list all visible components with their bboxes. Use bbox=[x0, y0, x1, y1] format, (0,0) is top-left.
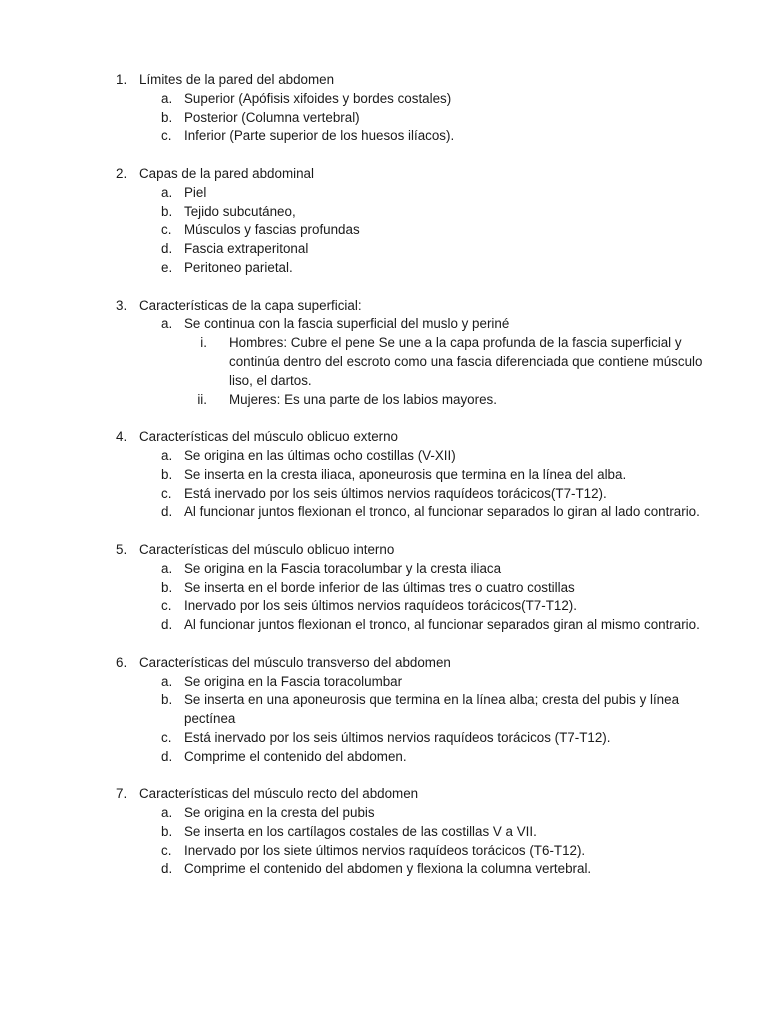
list-item bbox=[0, 597, 768, 616]
list-item-text: Inferior (Parte superior de los huesos ilíacos). bbox=[184, 128, 455, 144]
list-marker: d. bbox=[161, 504, 173, 520]
sub-list-marker: i. bbox=[200, 335, 207, 351]
list-item-text: Comprime el contenido del abdomen y flexiona la columna vertebral. bbox=[184, 861, 592, 877]
list-marker: a. bbox=[161, 447, 173, 463]
list-marker: a. bbox=[161, 90, 173, 106]
list-item-text: Se inserta en una aponeurosis que termina en la línea alba; cresta del pubis y línea pectínea bbox=[184, 692, 680, 727]
section-heading bbox=[0, 785, 768, 804]
list-marker: b. bbox=[161, 692, 173, 708]
list-marker: d. bbox=[161, 861, 173, 877]
list-item bbox=[0, 616, 768, 635]
section-4 bbox=[0, 428, 768, 522]
section-number: 3. bbox=[116, 297, 128, 313]
list-item-text: Al funcionar juntos flexionan el tronco, al funcionar separados giran al mismo contrario. bbox=[184, 617, 700, 633]
list-marker: b. bbox=[161, 823, 173, 839]
section-title: Características de la capa superficial: bbox=[139, 297, 362, 313]
sub-list-item bbox=[0, 334, 768, 390]
list-marker: a. bbox=[161, 560, 173, 576]
section-6 bbox=[0, 654, 768, 767]
list-item bbox=[0, 259, 768, 278]
section-title: Características del músculo transverso del abdomen bbox=[139, 654, 451, 670]
list-item bbox=[0, 184, 768, 203]
list-marker: a. bbox=[161, 184, 173, 200]
list-marker: c. bbox=[161, 842, 172, 858]
section-number: 7. bbox=[116, 786, 128, 802]
list-item-text: Fascia extraperitonal bbox=[184, 241, 309, 257]
list-item bbox=[0, 221, 768, 240]
section-3 bbox=[0, 297, 768, 410]
list-item bbox=[0, 560, 768, 579]
list-item bbox=[0, 203, 768, 222]
list-item bbox=[0, 842, 768, 861]
list-item bbox=[0, 748, 768, 767]
list-item-text: Se origina en la cresta del pubis bbox=[184, 805, 375, 821]
list-item bbox=[0, 804, 768, 823]
list-item bbox=[0, 823, 768, 842]
list-marker: b. bbox=[161, 466, 173, 482]
section-heading bbox=[0, 165, 768, 184]
section-2 bbox=[0, 165, 768, 278]
list-item bbox=[0, 673, 768, 692]
list-item bbox=[0, 503, 768, 522]
list-item-text: Piel bbox=[184, 184, 207, 200]
list-marker: c. bbox=[161, 128, 172, 144]
section-number: 5. bbox=[116, 541, 128, 557]
section-title: Características del músculo oblicuo interno bbox=[139, 541, 395, 557]
list-item bbox=[0, 691, 768, 729]
list-marker: d. bbox=[161, 617, 173, 633]
section-number: 1. bbox=[116, 72, 128, 87]
section-heading bbox=[0, 654, 768, 673]
list-item-text: Comprime el contenido del abdomen. bbox=[184, 748, 407, 764]
section-7 bbox=[0, 785, 768, 879]
list-item-text: Se inserta en la cresta iliaca, aponeurosis que termina en la línea del alba. bbox=[184, 466, 627, 482]
section-title: Límites de la pared del abdomen bbox=[139, 72, 335, 87]
list-marker: c. bbox=[161, 222, 172, 238]
list-item bbox=[0, 860, 768, 879]
sub-list-item-text: Hombres: Cubre el pene Se une a la capa profunda de la fascia superficial y continúa dentro del escroto como una fascia diferenciada que contiene músculo liso, el dartos. bbox=[229, 335, 703, 388]
list-item bbox=[0, 90, 768, 109]
list-item bbox=[0, 127, 768, 146]
list-marker: b. bbox=[161, 579, 173, 595]
sub-list-item-text: Mujeres: Es una parte de los labios mayores. bbox=[229, 391, 497, 407]
section-number: 2. bbox=[116, 165, 128, 181]
list-item-text: Se continua con la fascia superficial del muslo y periné bbox=[184, 316, 510, 332]
list-item-text: Se inserta en los cartílagos costales de las costillas V a VII. bbox=[184, 823, 537, 839]
section-heading bbox=[0, 71, 768, 90]
list-item-text: Está inervado por los seis últimos nervios raquídeos torácicos(T7-T12). bbox=[184, 485, 607, 501]
sub-list-item bbox=[0, 391, 768, 410]
section-5 bbox=[0, 541, 768, 635]
section-number: 4. bbox=[116, 429, 128, 445]
section-title: Capas de la pared abdominal bbox=[139, 165, 314, 181]
list-item bbox=[0, 447, 768, 466]
list-item bbox=[0, 240, 768, 259]
list-item-text: Se origina en las últimas ocho costillas (V-XII) bbox=[184, 447, 456, 463]
list-marker: a. bbox=[161, 673, 173, 689]
list-marker: a. bbox=[161, 805, 173, 821]
list-item-text: Se inserta en el borde inferior de las últimas tres o cuatro costillas bbox=[184, 579, 575, 595]
list-marker: c. bbox=[161, 729, 172, 745]
list-marker: b. bbox=[161, 109, 173, 125]
section-1 bbox=[0, 71, 768, 146]
sub-list-marker: ii. bbox=[197, 391, 207, 407]
list-marker: a. bbox=[161, 316, 173, 332]
section-title: Características del músculo oblicuo externo bbox=[139, 429, 399, 445]
list-marker: e. bbox=[161, 259, 173, 275]
list-marker: d. bbox=[161, 748, 173, 764]
list-item-text: Músculos y fascias profundas bbox=[184, 222, 360, 238]
section-title: Características del músculo recto del abdomen bbox=[139, 786, 419, 802]
list-item-text: Superior (Apófisis xifoides y bordes costales) bbox=[184, 90, 452, 106]
list-item-text: Peritoneo parietal. bbox=[184, 259, 293, 275]
list-item bbox=[0, 315, 768, 334]
section-number: 6. bbox=[116, 654, 128, 670]
list-item-text: Está inervado por los seis últimos nervios raquídeos torácicos (T7-T12). bbox=[184, 729, 611, 745]
list-item-text: Inervado por los seis últimos nervios raquídeos torácicos(T7-T12). bbox=[184, 598, 577, 614]
list-item bbox=[0, 109, 768, 128]
section-heading bbox=[0, 297, 768, 316]
list-item-text: Posterior (Columna vertebral) bbox=[184, 109, 360, 125]
list-marker: c. bbox=[161, 485, 172, 501]
section-heading bbox=[0, 428, 768, 447]
list-item-text: Tejido subcutáneo, bbox=[184, 203, 296, 219]
list-item bbox=[0, 729, 768, 748]
list-marker: c. bbox=[161, 598, 172, 614]
list-item-text: Al funcionar juntos flexionan el tronco, al funcionar separados lo giran al lado contrario. bbox=[184, 504, 700, 520]
section-heading bbox=[0, 541, 768, 560]
document-body bbox=[0, 71, 768, 898]
list-marker: b. bbox=[161, 203, 173, 219]
list-item bbox=[0, 466, 768, 485]
list-item-text: Inervado por los siete últimos nervios raquídeos torácicos (T6-T12). bbox=[184, 842, 586, 858]
list-item bbox=[0, 485, 768, 504]
list-item-text: Se origina en la Fascia toracolumbar y la cresta iliaca bbox=[184, 560, 502, 576]
list-item bbox=[0, 579, 768, 598]
list-item-text: Se origina en la Fascia toracolumbar bbox=[184, 673, 403, 689]
list-marker: d. bbox=[161, 241, 173, 257]
